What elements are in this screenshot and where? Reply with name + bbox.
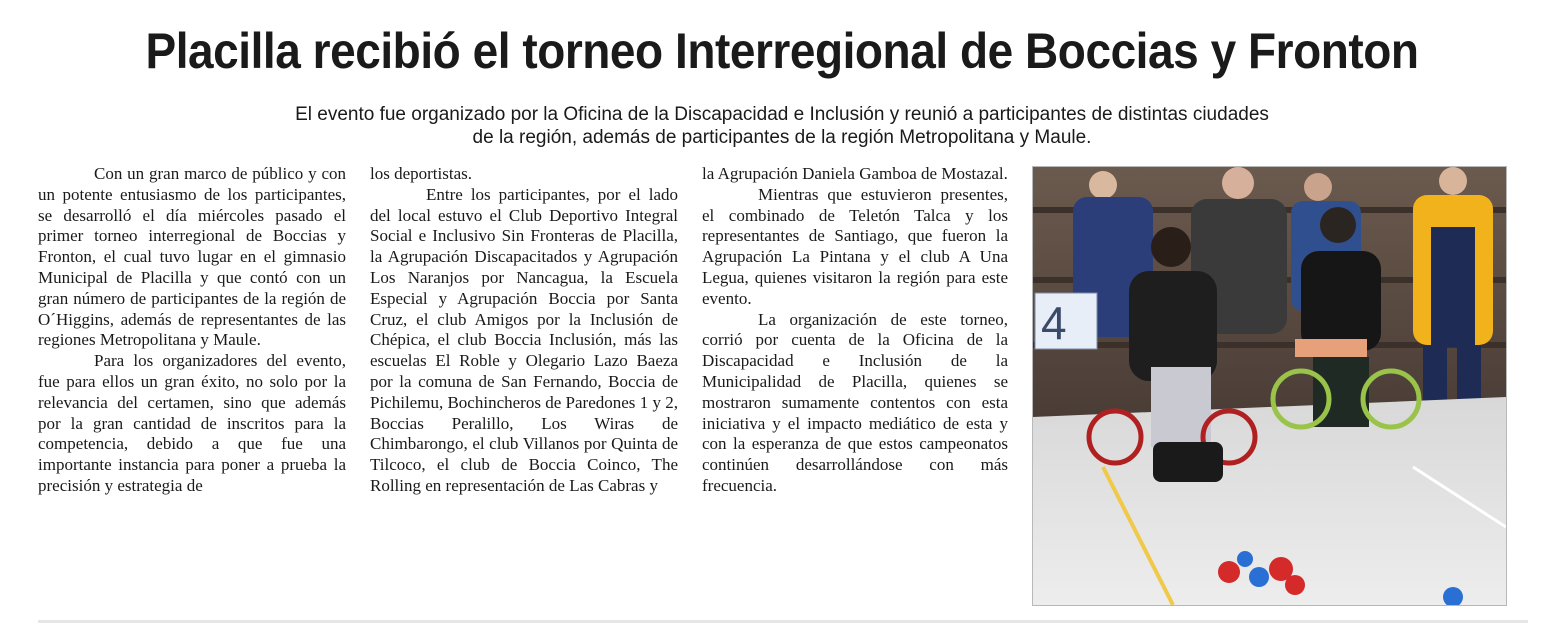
paragraph: Entre los participantes, por el lado del local estuvo el Club Deportivo Integral Social e Inclusivo Sin Fronteras de Placilla, la Agrupación Discapacitados y Agrupación Los Naranjos por Nancagua, la Escuela Especial y Agrupación Boccia por Santa Cruz, el club Amigos por la Inclusión de Chépica, el club Boccia Inclusión, más las escuelas El Roble y Olegario Lazo Baeza por la comuna de San Fernando, Boccia de Pichilemu, Bochincheros de Paredones 1 y 2, Boccias Peralillo, Los Wiras de Chimbarongo, el club Villanos por Quinta de Tilcoco, el club de Boccia Coinco, The Rolling en representación de Las Cabras y: [370, 184, 678, 495]
paragraph: los deportistas.: [370, 164, 472, 183]
paragraph: Con un gran marco de público y con un potente entusiasmo de los participantes, se desarrolló el día miércoles pasado el primer torneo interregional de Boccias y Fronton, el cual tuvo lugar en el gimnasio Municipal de Placilla y que contó con un gran número de participantes de la región de O´Higgins, además de representantes de las regiones Metropolitana y Maule.: [38, 164, 346, 350]
paragraph: la Agrupación Daniela Gamboa de Mostazal.: [702, 164, 1008, 183]
paragraph: La organización de este torneo, corrió por cuenta de la Oficina de la Discapacidad e Inclusión de la Municipalidad de Placilla, quienes se mostraron sumamente contentos con esta iniciativa y el impacto mediático de esta y con la esperanza de que estos campeonatos continúen desarrollándose con más frecuencia.: [702, 309, 1008, 495]
article-subhead: [0, 103, 1564, 149]
scoreboard-digit: 4: [1041, 297, 1067, 349]
article-photo: [1032, 166, 1507, 606]
paragraph: Para los organizadores del evento, fue para ellos un gran éxito, no solo por la relevancia del certamen, sino que además por la gran cantidad de inscritos para la competencia, debido a que fue una importante instancia para poner a prueba la precisión y estrategia de: [38, 351, 346, 495]
bottom-divider: [38, 620, 1528, 623]
article-column-2: [370, 164, 678, 497]
paragraph: Mientras que estuvieron presentes, el combinado de Teletón Talca y los representantes de Santiago, que fueron la Agrupación La Pintana y el club A Una Legua, quienes visitaron la región para este evento.: [702, 184, 1008, 308]
subhead-line: El evento fue organizado por la Oficina de la Discapacidad e Inclusión y reunió a participantes de distintas ciudades: [295, 104, 1269, 125]
article-column-3: [702, 164, 1008, 497]
article-column-1: [38, 164, 346, 497]
boccia-players-photo-icon: [1033, 167, 1506, 605]
subhead-line: de la región, además de participantes de la región Metropolitana y Maule.: [472, 127, 1092, 148]
article-headline: Placilla recibió el torneo Interregional de Boccias y Fronton: [145, 23, 1419, 79]
